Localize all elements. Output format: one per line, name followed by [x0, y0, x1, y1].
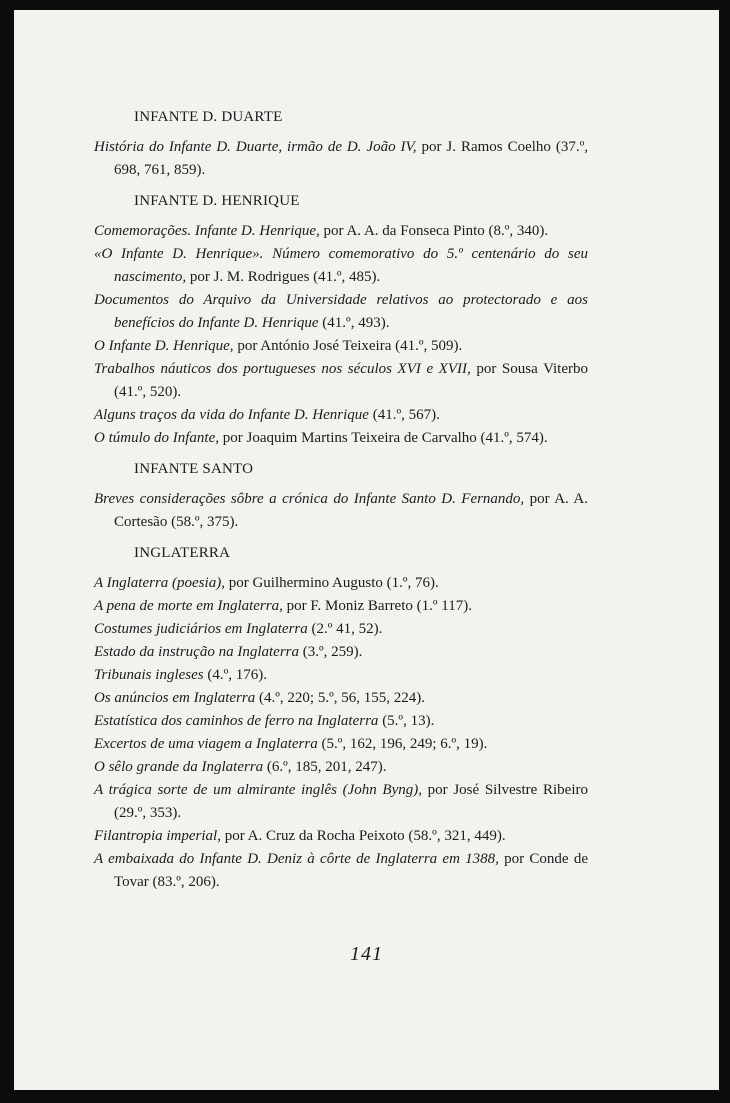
entry-reference: por Joaquim Martins Teixeira de Carvalho (41.º, 574).: [219, 430, 548, 446]
entry-reference: (6.º, 185, 201, 247).: [263, 759, 387, 775]
entry-title: Estatística dos caminhos de ferro na Inglaterra: [94, 713, 379, 729]
entry-reference: (5.º, 162, 196, 249; 6.º, 19).: [317, 736, 488, 752]
entry-title: Breves considerações sôbre a crónica do Infante Santo D. Fernando,: [94, 491, 525, 507]
entry-reference: por José Silvestre Ribeiro (29.º, 353).: [114, 782, 588, 821]
index-entry: [94, 733, 588, 756]
page-number: 141: [350, 943, 383, 965]
index-entry: [94, 779, 588, 825]
index-entry: [94, 664, 588, 687]
index-entry: [94, 572, 588, 595]
index-entry: [94, 710, 588, 733]
entry-reference: (41.º, 567).: [368, 407, 440, 423]
book-page: [14, 10, 719, 1090]
index-entry: [94, 404, 588, 427]
index-entry: [94, 687, 588, 710]
index-entry: [94, 488, 588, 534]
entry-title: O Infante D. Henrique,: [94, 338, 234, 354]
entry-title: Estado da instrução na Inglaterra: [94, 644, 299, 660]
index-entry: [94, 289, 588, 335]
index-entry: [94, 136, 588, 182]
entry-reference: (41.º, 493).: [318, 315, 390, 331]
entry-reference: por António José Teixeira (41.º, 509).: [233, 338, 463, 354]
index-entry: [94, 848, 588, 894]
section-heading: INGLATERRA: [134, 545, 231, 561]
entry-reference: por A. A. da Fonseca Pinto (8.º, 340).: [319, 223, 549, 239]
index-entry: [94, 641, 588, 664]
entry-reference: (2.º 41, 52).: [307, 621, 383, 637]
entry-reference: por Conde de Tovar (83.º, 206).: [114, 851, 588, 890]
entry-reference: por A. A. Cortesão (58.º, 375).: [114, 491, 588, 530]
section-infante-d-duarte: [94, 106, 588, 182]
entry-title: Comemorações. Infante D. Henrique,: [94, 223, 320, 239]
entry-reference: (4.º, 176).: [203, 667, 268, 683]
entry-title: O sêlo grande da Inglaterra: [94, 759, 264, 775]
section-infante-d-henrique: [94, 190, 588, 450]
index-entry: [94, 427, 588, 450]
entry-title: Filantropia imperial,: [94, 828, 221, 844]
section-heading: INFANTE SANTO: [134, 461, 254, 477]
section-infante-santo: [94, 458, 588, 534]
entry-title: O túmulo do Infante,: [94, 430, 219, 446]
entry-title: História do Infante D. Duarte, irmão de D. João IV,: [94, 139, 417, 155]
index-entry: [94, 756, 588, 779]
index-entry: [94, 595, 588, 618]
entry-title: Tribunais ingleses: [94, 667, 204, 683]
entry-title: A embaixada do Infante D. Deniz à côrte de Inglaterra em 1388,: [94, 851, 499, 867]
entry-title: A trágica sorte de um almirante inglês (John Byng),: [94, 782, 422, 798]
entry-reference: por F. Moniz Barreto (1.º 117).: [282, 598, 472, 614]
entry-reference: (5.º, 13).: [378, 713, 435, 729]
section-heading: INFANTE D. DUARTE: [134, 109, 283, 125]
entry-reference: (4.º, 220; 5.º, 56, 155, 224).: [255, 690, 425, 706]
index-entry: [94, 825, 588, 848]
index-entry: [94, 358, 588, 404]
index-entry: [94, 220, 588, 243]
entry-title: Alguns traços da vida do Infante D. Henrique: [94, 407, 369, 423]
entry-title: «O Infante D. Henrique». Número comemorativo do 5.º centenário do seu nascimento,: [94, 246, 588, 285]
section-inglaterra: [94, 542, 588, 894]
index-entry: [94, 243, 588, 289]
entry-reference: (3.º, 259).: [299, 644, 363, 660]
index-content: [94, 106, 588, 902]
entry-reference: por J. M. Rodrigues (41.º, 485).: [186, 269, 381, 285]
entry-title: Costumes judiciários em Inglaterra: [94, 621, 308, 637]
index-entry: [94, 618, 588, 641]
entry-title: Excertos de uma viagem a Inglaterra: [94, 736, 318, 752]
section-heading: INFANTE D. HENRIQUE: [134, 193, 300, 209]
entry-title: Os anúncios em Inglaterra: [94, 690, 256, 706]
index-entry: [94, 335, 588, 358]
entry-title: Documentos do Arquivo da Universidade relativos ao protectorado e aos benefícios do Infante D. Henrique: [94, 292, 588, 331]
entry-title: A pena de morte em Inglaterra,: [94, 598, 283, 614]
entry-title: Trabalhos náuticos dos portugueses nos séculos XVI e XVII,: [94, 361, 471, 377]
entry-reference: por A. Cruz da Rocha Peixoto (58.º, 321, 449).: [220, 828, 506, 844]
entry-reference: por Guilhermino Augusto (1.º, 76).: [224, 575, 439, 591]
entry-reference: por Sousa Viterbo (41.º, 520).: [114, 361, 589, 400]
entry-reference: por J. Ramos Coelho (37.º, 698, 761, 859).: [114, 139, 588, 178]
entry-title: A Inglaterra (poesia),: [94, 575, 225, 591]
